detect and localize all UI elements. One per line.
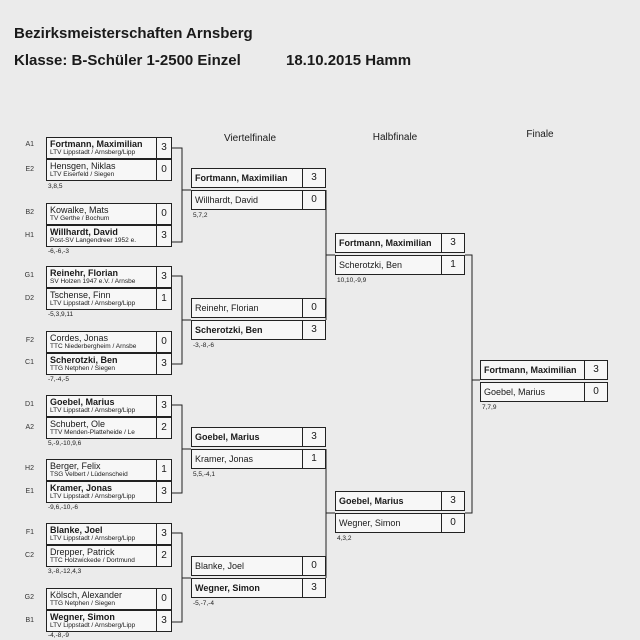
final-player	[480, 382, 608, 402]
seed-label: G2	[24, 594, 34, 601]
player-name: Scherotzki, Ben	[192, 321, 303, 339]
player-name: Kramer, Jonas	[192, 450, 303, 468]
set-scores: 5,5,-4,1	[193, 471, 216, 478]
quarterfinal-player	[191, 320, 326, 340]
player-entry	[46, 417, 172, 439]
page-title: Bezirksmeisterschaften Arnsberg	[14, 25, 253, 42]
match-score: 3	[161, 358, 167, 369]
player-name: Schubert, Ole	[50, 419, 106, 429]
match-score: 3	[593, 364, 599, 375]
match-score: 0	[311, 302, 317, 313]
player-club: TTC Holzwickede / Dortmund	[50, 557, 135, 564]
player-entry	[46, 481, 172, 503]
player-club: TTC Niederbergheim / Arnsbe	[50, 343, 137, 350]
match-score: 0	[161, 593, 167, 604]
final-player	[480, 360, 608, 380]
seed-label: D1	[25, 401, 34, 408]
player-name: Fortmann, Maximilian	[336, 234, 442, 252]
player-name: Hensgen, Niklas	[50, 161, 116, 171]
round-header-viertelfinale: Viertelfinale	[223, 133, 277, 144]
semifinal-player	[335, 491, 465, 511]
seed-label: G1	[24, 272, 34, 279]
quarterfinal-player	[191, 578, 326, 598]
seed-label: E2	[25, 166, 34, 173]
player-club: TTG Netphen / Siegen	[50, 365, 116, 372]
match-score: 3	[161, 400, 167, 411]
player-club: SV Holzen 1947 e.V. / Arnsbe	[50, 278, 136, 285]
player-name: Wegner, Simon	[336, 514, 442, 532]
match-score: 3	[161, 615, 167, 626]
player-club: LTV Lippstadt / Arnsberg/Lipp	[50, 300, 136, 307]
match-score: 0	[311, 194, 317, 205]
player-name: Fortmann, Maximilian	[50, 139, 143, 149]
match-score: 0	[161, 336, 167, 347]
seed-label: C2	[25, 552, 34, 559]
player-name: Fortmann, Maximilian	[192, 169, 303, 187]
date-place: 18.10.2015 Hamm	[286, 52, 412, 69]
player-club: TSG Velbert / Lüdenscheid	[50, 471, 128, 478]
seed-label: B2	[25, 209, 34, 216]
player-name: Kowalke, Mats	[50, 205, 109, 215]
match-score: 1	[161, 293, 167, 304]
seed-label: D2	[25, 295, 34, 302]
set-scores: -9,6,-10,-6	[48, 504, 78, 511]
seed-label: H2	[25, 465, 34, 472]
match-score: 3	[161, 486, 167, 497]
seed-label: E1	[25, 488, 34, 495]
match-score: 3	[450, 237, 456, 248]
player-name: Goebel, Marius	[336, 492, 442, 510]
match-score: 3	[311, 582, 317, 593]
set-scores: -4,-8,-9	[48, 632, 69, 639]
quarterfinal-player	[191, 427, 326, 447]
set-scores: 5,7,2	[193, 212, 208, 219]
player-name: Willhardt, David	[192, 191, 303, 209]
player-entry	[46, 137, 172, 159]
match-score: 3	[311, 172, 317, 183]
match-score: 0	[593, 386, 599, 397]
player-name: Scherotzki, Ben	[50, 355, 118, 365]
player-name: Goebel, Marius	[192, 428, 303, 446]
player-club: LTV Eiserfeld / Siegen	[50, 171, 115, 178]
set-scores: -3,-8,-6	[193, 342, 214, 349]
match-score: 3	[161, 142, 167, 153]
match-score: 0	[450, 517, 456, 528]
match-score: 3	[161, 528, 167, 539]
player-entry	[46, 523, 172, 545]
quarterfinal-player	[191, 168, 326, 188]
seed-label: C1	[25, 359, 34, 366]
set-scores: 10,10,-9,9	[337, 277, 367, 284]
player-entry	[46, 610, 172, 632]
quarterfinal-player	[191, 449, 326, 469]
match-score: 0	[161, 164, 167, 175]
player-entry	[46, 288, 172, 310]
match-score: 2	[161, 422, 167, 433]
set-scores: -5,-7,-4	[193, 600, 214, 607]
player-entry	[46, 459, 172, 481]
seed-label: B1	[25, 617, 34, 624]
match-score: 2	[161, 550, 167, 561]
player-entry	[46, 588, 172, 610]
match-score: 3	[161, 230, 167, 241]
player-name: Blanke, Joel	[192, 557, 303, 575]
player-name: Scherotzki, Ben	[336, 256, 442, 274]
semifinal-player	[335, 255, 465, 275]
player-entry	[46, 203, 172, 225]
round-header-halbfinale: Halbfinale	[372, 132, 418, 143]
seed-label: A1	[25, 141, 34, 148]
match-score: 3	[311, 431, 317, 442]
seed-label: F2	[25, 337, 34, 344]
quarterfinal-player	[191, 298, 326, 318]
player-name: Wegner, Simon	[192, 579, 303, 597]
player-name: Drepper, Patrick	[50, 547, 115, 557]
player-name: Reinehr, Florian	[192, 299, 303, 317]
class-label: Klasse: B-Schüler 1-2500 Einzel	[14, 52, 241, 69]
player-name: Fortmann, Maximilian	[481, 361, 585, 379]
player-name: Tschense, Finn	[50, 290, 111, 300]
player-club: LTV Lippstadt / Arnsberg/Lipp	[50, 407, 136, 414]
player-name: Kölsch, Alexander	[50, 590, 123, 600]
match-score: 0	[161, 208, 167, 219]
player-entry	[46, 331, 172, 353]
set-scores: 7,7,9	[482, 404, 497, 411]
seed-label: F1	[25, 529, 34, 536]
quarterfinal-player	[191, 190, 326, 210]
set-scores: 3,-8,-12,4,3	[48, 568, 82, 575]
player-name: Willhardt, David	[50, 227, 118, 237]
player-name: Reinehr, Florian	[50, 268, 119, 278]
set-scores: -7,-4,-5	[48, 376, 69, 383]
round-header-finale: Finale	[526, 129, 554, 140]
semifinal-player	[335, 513, 465, 533]
player-name: Cordes, Jonas	[50, 333, 109, 343]
player-entry	[46, 395, 172, 417]
player-club: LTV Lippstadt / Arnsberg/Lipp	[50, 622, 136, 629]
player-entry	[46, 225, 172, 247]
player-entry	[46, 353, 172, 375]
set-scores: -5,3,9,11	[48, 311, 74, 318]
player-entry	[46, 545, 172, 567]
player-name: Wegner, Simon	[50, 612, 115, 622]
set-scores: 3,8,5	[48, 183, 63, 190]
seed-label: H1	[25, 232, 34, 239]
match-score: 3	[311, 324, 317, 335]
player-club: TV Gerthe / Bochum	[50, 215, 110, 222]
player-entry	[46, 266, 172, 288]
semifinal-player	[335, 233, 465, 253]
player-name: Blanke, Joel	[50, 525, 103, 535]
player-club: Post-SV Langendreer 1952 e.	[50, 237, 137, 244]
player-name: Goebel, Marius	[50, 397, 115, 407]
set-scores: 4,3,2	[337, 535, 352, 542]
match-score: 0	[311, 560, 317, 571]
player-club: LTV Lippstadt / Arnsberg/Lipp	[50, 493, 136, 500]
player-name: Berger, Felix	[50, 461, 101, 471]
set-scores: -6,-6,-3	[48, 248, 69, 255]
match-score: 3	[161, 271, 167, 282]
match-score: 1	[311, 453, 317, 464]
quarterfinal-player	[191, 556, 326, 576]
player-entry	[46, 159, 172, 181]
player-name: Kramer, Jonas	[50, 483, 113, 493]
player-club: LTV Lippstadt / Arnsberg/Lipp	[50, 535, 136, 542]
match-score: 1	[161, 464, 167, 475]
set-scores: 5,-9,-10,9,6	[48, 440, 82, 447]
player-club: LTV Lippstadt / Arnsberg/Lipp	[50, 149, 136, 156]
player-club: TTV Menden-Platteheide / Le	[50, 429, 135, 436]
player-club: TTG Netphen / Siegen	[50, 600, 116, 607]
match-score: 3	[450, 495, 456, 506]
seed-label: A2	[25, 424, 34, 431]
match-score: 1	[450, 259, 456, 270]
player-name: Goebel, Marius	[481, 383, 585, 401]
